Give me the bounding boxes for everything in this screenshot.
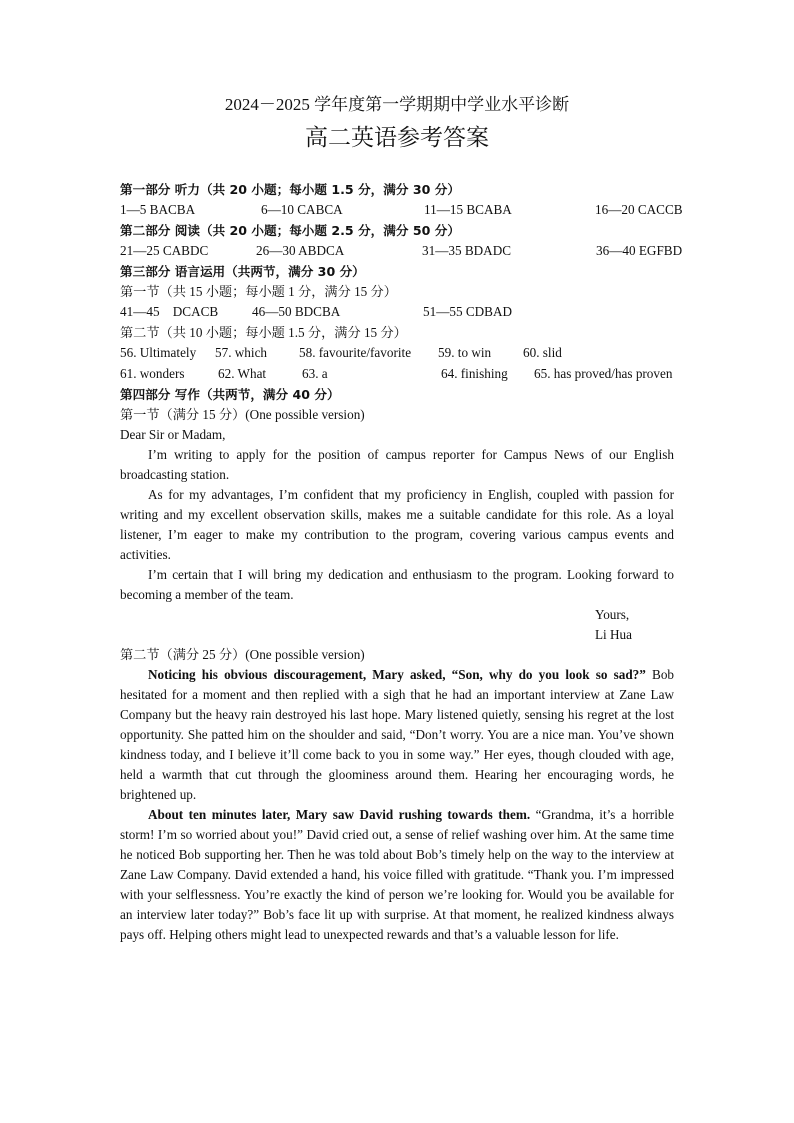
part3-heading: 第三部分 语言运用（共两节，满分 30 分） [120, 264, 365, 279]
answer-item: 63. a [302, 366, 328, 381]
exam-title: 2024－2025 学年度第一学期期中学业水平诊断 [224, 95, 570, 114]
answer-item: 61. wonders [120, 366, 185, 381]
story-paragraph-1 [120, 665, 674, 805]
answer-group: 31—35 BDADC [422, 243, 512, 258]
answer-item: 57. which [215, 345, 268, 360]
part3-section2-heading: 第二节（共 10 小题；每小题 1.5 分，满分 15 分） [120, 325, 407, 340]
answer-group: 6—10 CABCA [261, 202, 343, 217]
part1-heading: 第一部分 听力（共 20 小题；每小题 1.5 分，满分 30 分） [120, 182, 460, 197]
part1-answers [120, 200, 683, 221]
letter-paragraph: As for my advantages, I’m confident that my proficiency in English, coupled with passion for writing and my excellent observation skills, makes me a suitable candidate for this role. As a loyal listener, I’m eager to make my contribution to the program, covering various campus events and activities. [120, 487, 674, 562]
paragraph-body: “Grandma, it’s a horrible storm! I’m so worried about you!” David cried out, a sense of relief washing over him. At the same time he noticed Bob supporting her. Then he was told about Bob’s timely help on the way to the interview at Zane Law Company. David extended a hand, his voice filled with gratitude. “Thank you. I’m impressed with your selflessness. You’re exactly the kind of person we’re looking for. Would you be available for an interview later today?” Bob’s face lit up with surprise. At that moment, he realized kindness always pays off. Helping others might lead to unexpected rewards and that’s a valuable lesson for life. [120, 807, 674, 942]
paragraph-lead-sentence: Noticing his obvious discouragement, Mary asked, “Son, why do you look so sad?” [148, 667, 646, 682]
answer-item: 58. favourite/favorite [299, 345, 412, 360]
answer-group: 46—50 BDCBA [252, 304, 341, 319]
letter-paragraph: I’m writing to apply for the position of campus reporter for Campus News of our English broadcasting station. [120, 447, 674, 482]
answer-item: 65. has proved/has proven [534, 366, 673, 381]
part3-section2-row2 [120, 364, 674, 385]
part4-heading: 第四部分 写作（共两节，满分 40 分） [120, 387, 340, 402]
part2-heading: 第二部分 阅读（共 20 小题；每小题 2.5 分，满分 50 分） [120, 223, 460, 238]
document-title: 高二英语参考答案 [305, 125, 489, 150]
paragraph-lead-sentence: About ten minutes later, Mary saw David rushing towards them. [148, 807, 531, 822]
answer-item: 64. finishing [441, 366, 508, 381]
part4-section2-heading: 第二节（满分 25 分）(One possible version) [120, 647, 365, 662]
answer-item: 60. slid [523, 345, 562, 360]
answer-group: 26—30 ABDCA [256, 243, 345, 258]
part4-section1-heading: 第一节（满分 15 分）(One possible version) [120, 407, 365, 422]
letter-closing: Yours, [595, 607, 630, 622]
answer-group: 51—55 CDBAD [423, 304, 513, 319]
answer-group: 11—15 BCABA [424, 202, 512, 217]
part3-section1-heading: 第一节（共 15 小题；每小题 1 分，满分 15 分） [120, 284, 397, 299]
answer-group: 16—20 CACCB [595, 202, 683, 217]
answer-group: 21—25 CABDC [120, 243, 209, 258]
answer-group: 1—5 BACBA [120, 202, 196, 217]
answer-group: 41—45 DCACB [120, 304, 219, 319]
answer-group: 36—40 EGFBD [596, 243, 683, 258]
answer-content [120, 180, 683, 945]
story-paragraph-2 [120, 805, 674, 945]
answer-item: 59. to win [438, 345, 492, 360]
answer-item: 56. Ultimately [120, 345, 197, 360]
answer-item: 62. What [218, 366, 267, 381]
part2-answers [120, 241, 683, 262]
letter-signature: Li Hua [595, 627, 632, 642]
letter-paragraph: I’m certain that I will bring my dedication and enthusiasm to the program. Looking forward to becoming a member of the team. [120, 567, 674, 602]
paragraph-body: Bob hesitated for a moment and then replied with a sigh that he had an important interview at Zane Law Company but the heavy rain destroyed his last hope. Mary listened quietly, sensing his regret at the lost opportunity. She patted him on the shoulder and said, “Don’t worry. You are a nice man. You’ve shown kindness today, and I believe it’ll come back to you in some way.” Her eyes, though clouded with age, held a warmth that cut through the gloominess around them. Hearing her encouraging words, he brightened up. [120, 667, 675, 802]
part3-section2-row1 [120, 343, 674, 364]
part3-section1-answers [120, 302, 674, 323]
letter-salutation: Dear Sir or Madam, [120, 427, 226, 442]
